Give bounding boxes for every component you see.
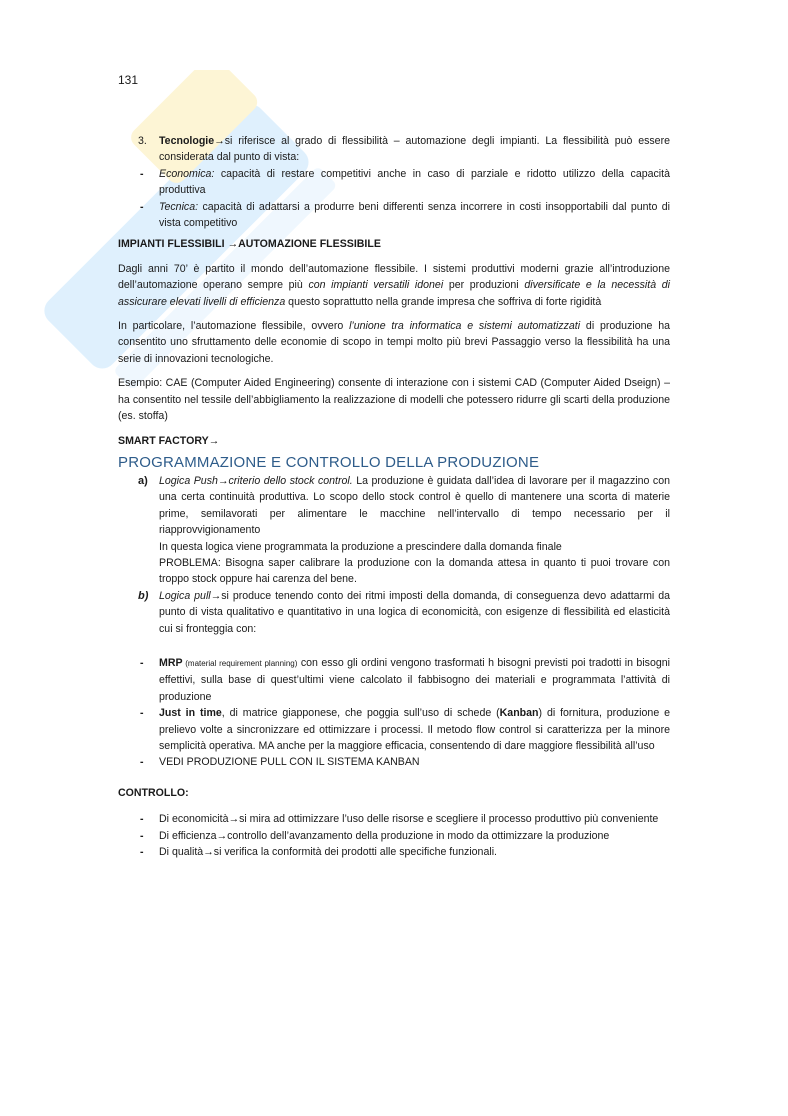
dash-bullet: - xyxy=(140,846,144,859)
page-number: 131 xyxy=(118,73,139,87)
list-item xyxy=(118,166,670,199)
arrow-icon: → xyxy=(227,238,239,251)
list-letter: b) xyxy=(138,589,149,602)
push-line-2: In questa logica viene programmata la produzione a prescindere dalla domanda finale xyxy=(159,540,562,553)
vedi-text: VEDI PRODUZIONE PULL CON IL SISTEMA KANBAN xyxy=(159,756,420,769)
mrp-term: MRP xyxy=(159,656,183,669)
tecnologie-item xyxy=(118,133,670,166)
smart-factory-heading: SMART FACTORY→ xyxy=(118,434,220,447)
paragraph-automazione: Dagli anni 70’ è partito il mondo dell’automazione flessibile. I sistemi produttivi moderni grazie all’introduzione dell’automazione operano sempre più con impianti versatili idonei per produzioni diversificate e la necessità di assicurare elevati livelli di efficienza questo soprattutto nella grande impresa che soffriva di forte rigidità xyxy=(118,262,670,308)
item-text: capacità di adattarsi a produrre beni differenti senza incorrere in costi insopportabili dal punto di vista competitivo xyxy=(159,200,670,230)
arrow-icon: → xyxy=(228,813,240,826)
arrow-icon: → xyxy=(210,589,222,602)
list-item: - Di qualità→si verifica la conformità dei prodotti alle specifiche funzionali. xyxy=(118,844,670,860)
dash-bullet: - xyxy=(140,167,144,180)
arrow-icon: → xyxy=(203,846,214,859)
list-item xyxy=(118,199,670,232)
list-item: - Di economicità→si mira ad ottimizzare l’uso delle risorse e scegliere il processo produttivo più conveniente xyxy=(118,811,670,827)
paragraph-esempio: Esempio: CAE (Computer Aided Engineering) consente di interazione con i sistemi CAD (Computer Aided Dseign) – ha consentito nel tessile dell’abbigliamento la realizzazione di modelli che potessero ridurre gli scarti della produzione (es. stoffa) xyxy=(118,377,670,423)
jit-term: Just in time xyxy=(159,707,222,720)
list-item: - Just in time, di matrice giapponese, che poggia sull’uso di schede (Kanban) di fornitura, produzione e prelievo volte a sincronizzare ed ottimizzare i processi. Il metodo flow control si caratterizza per la minore semplicità operativa. MA anche per la maggiore efficacia, consentendo di dare maggiore flessibilità all’uso xyxy=(118,705,670,754)
dash-bullet: - xyxy=(140,756,144,769)
impianti-heading: IMPIANTI FLESSIBILI →AUTOMAZIONE FLESSIBILE xyxy=(118,238,381,251)
dash-bullet: - xyxy=(140,707,144,720)
tecnologie-term: Tecnologie xyxy=(159,135,215,147)
dash-bullet: - xyxy=(140,200,144,213)
push-problema: PROBLEMA: Bisogna saper calibrare la produzione con la domanda attesa in quanto ti puoi trovare con troppo stock oppure hai carenza del bene. xyxy=(159,556,670,586)
list-number: 3. xyxy=(138,135,147,147)
dash-bullet: - xyxy=(140,656,144,669)
controllo-heading: CONTROLLO: xyxy=(118,786,189,799)
tecnologie-text: si riferisce al grado di flessibilità – automazione degli impianti. La flessibilità può essere considerata dal punto di vista: xyxy=(159,135,670,164)
document-body xyxy=(118,133,670,860)
dash-bullet: - xyxy=(140,813,144,826)
arrow-icon: → xyxy=(217,474,229,487)
list-item: - Di efficienza→controllo dell’avanzamento della produzione in modo da ottimizzare la produzione xyxy=(118,828,670,844)
paragraph-informatica: In particolare, l’automazione flessibile, ovvero l’unione tra informatica e sistemi automatizzati di produzione ha consentito uno sfruttamento delle economie di scopo in tempi molto più brevi Passaggio verso la flessibilità ha una serie di innovazioni tecnologiche. xyxy=(118,320,671,365)
logica-push-term: Logica Push xyxy=(159,474,218,487)
arrow-icon: → xyxy=(208,434,220,447)
kanban-term: Kanban xyxy=(499,707,539,720)
list-item: - MRP (material requirement planning) con esso gli ordini vengono trasformati h bisogni previsti poi tradotti in bisogni effettivi, sulla base di quest’ultimi viene calcolato il fabbisogno dei materiali e programmata l’attività di produzione xyxy=(118,655,670,705)
logica-push-item: a) Logica Push→criterio dello stock control. La produzione è guidata dall’idea di lavorare per il magazzino con una certa continuità produttiva. Lo scopo dello stock control è quello di mantenere una scorta di materie prime, semilavorati per alimentare le macchine nell’intervallo di tempo necessario per il riapprovvigionamento xyxy=(118,473,670,539)
arrow-icon: → xyxy=(216,829,228,842)
section-title: PROGRAMMAZIONE E CONTROLLO DELLA PRODUZIONE xyxy=(118,453,540,471)
item-term: Economica: xyxy=(159,167,215,180)
arrow-icon: → xyxy=(214,135,225,147)
logica-pull-item: b) Logica pull→si produce tenendo conto dei ritmi imposti della domanda, di conseguenza devo adattarmi da punto di vista qualitativo e quantitativo in una logica di economicità, con esigenze di flessibilità ed elasticità cui si fronteggia con: xyxy=(118,588,670,637)
list-item xyxy=(118,754,670,770)
item-term: Tecnica: xyxy=(159,200,199,213)
item-text: capacità di restare competitivi anche in caso di parziale e ridotto utilizzo della capacità produttiva xyxy=(159,167,670,197)
dash-bullet: - xyxy=(140,829,144,842)
logica-pull-term: Logica pull xyxy=(159,589,211,602)
list-letter: a) xyxy=(138,474,148,487)
